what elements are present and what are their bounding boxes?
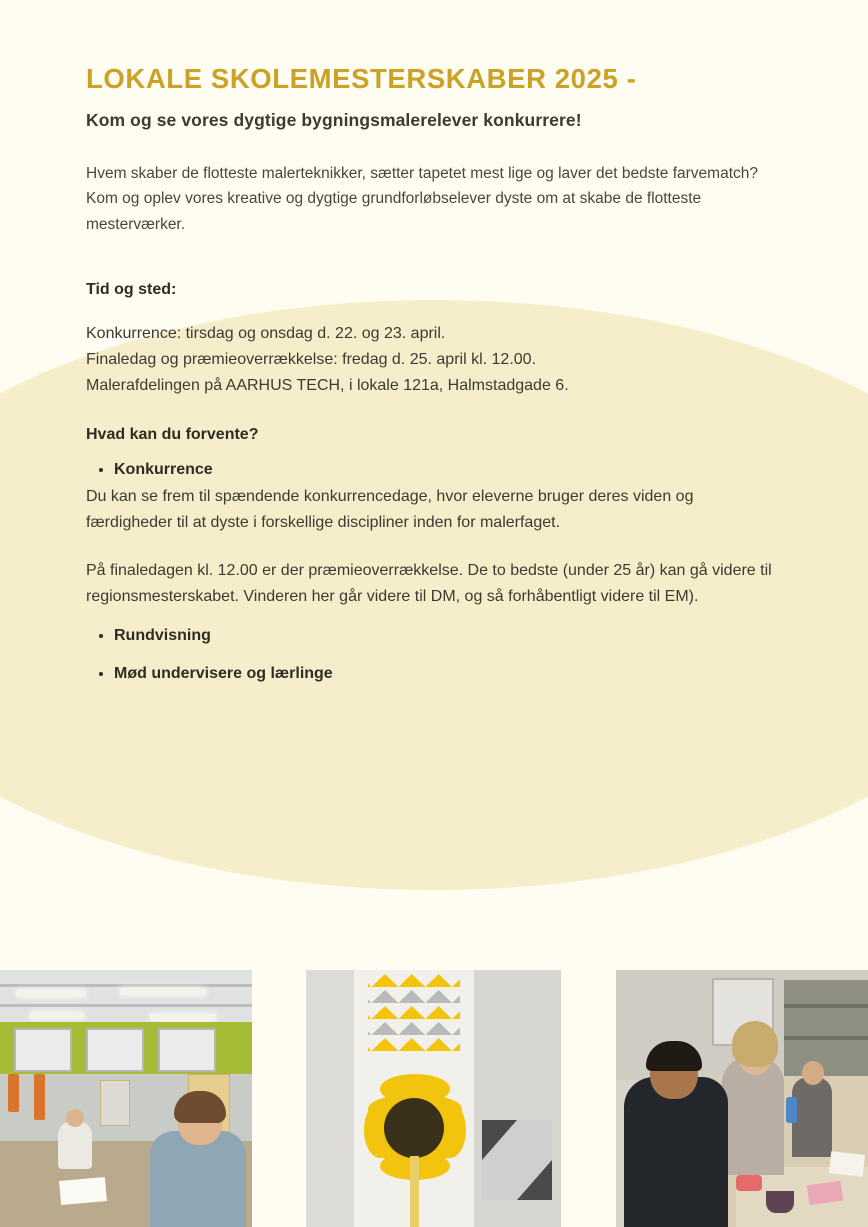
section-heading-time-place: Tid og sted: xyxy=(86,280,177,298)
bullet-list-competition xyxy=(86,458,782,482)
sunflower-mural-photo xyxy=(306,970,561,1227)
photo-strip xyxy=(0,970,868,1227)
competition-paragraph: Du kan se frem til spændende konkurrencedage, hvor eleverne bruger deres viden og færdigheder til at dyste i forskellige discipliner inden for malerfaget. xyxy=(86,488,694,532)
intro-paragraph: Hvem skaber de flotteste malerteknikker, sætter tapetet mest lige og laver det bedste farvematch? Kom og oplev vores kreative og dygtige grundforløbselever dyste om at skabe de flotteste mesterværker. xyxy=(86,165,758,233)
list-item: • Konkurrence xyxy=(114,458,782,482)
section-heading-expect: Hvad kan du forvente? xyxy=(86,426,259,444)
time-place-details xyxy=(86,321,782,399)
final-day-paragraph: På finaledagen kl. 12.00 er der præmieoverrækkelse. De to bedste (under 25 år) kan gå videre til regionsmesterskabet. Vinderen her går videre til DM, og så forhåbentligt videre til EM). xyxy=(86,562,772,606)
list-item: • Mød undervisere og lærlinge xyxy=(114,662,782,686)
time-place-line: Konkurrence: tirsdag og onsdag d. 22. og 23. april. xyxy=(86,324,446,342)
page-title: LOKALE SKOLEMESTERSKABER 2025 - xyxy=(86,63,637,94)
list-item: • Rundvisning xyxy=(114,624,782,648)
workshop-classroom-photo xyxy=(0,970,252,1227)
page-subtitle: Kom og se vores dygtige bygningsmalerelever konkurrere! xyxy=(86,110,582,131)
bullet-list-meet xyxy=(86,662,782,686)
bullet-list-tour xyxy=(86,624,782,648)
time-place-line: Finaledag og præmieoverrækkelse: fredag d. 25. april kl. 12.00. xyxy=(86,350,537,368)
time-place-line: Malerafdelingen på AARHUS TECH, i lokale 121a, Halmstadgade 6. xyxy=(86,376,569,394)
students-at-table-photo xyxy=(616,970,868,1227)
